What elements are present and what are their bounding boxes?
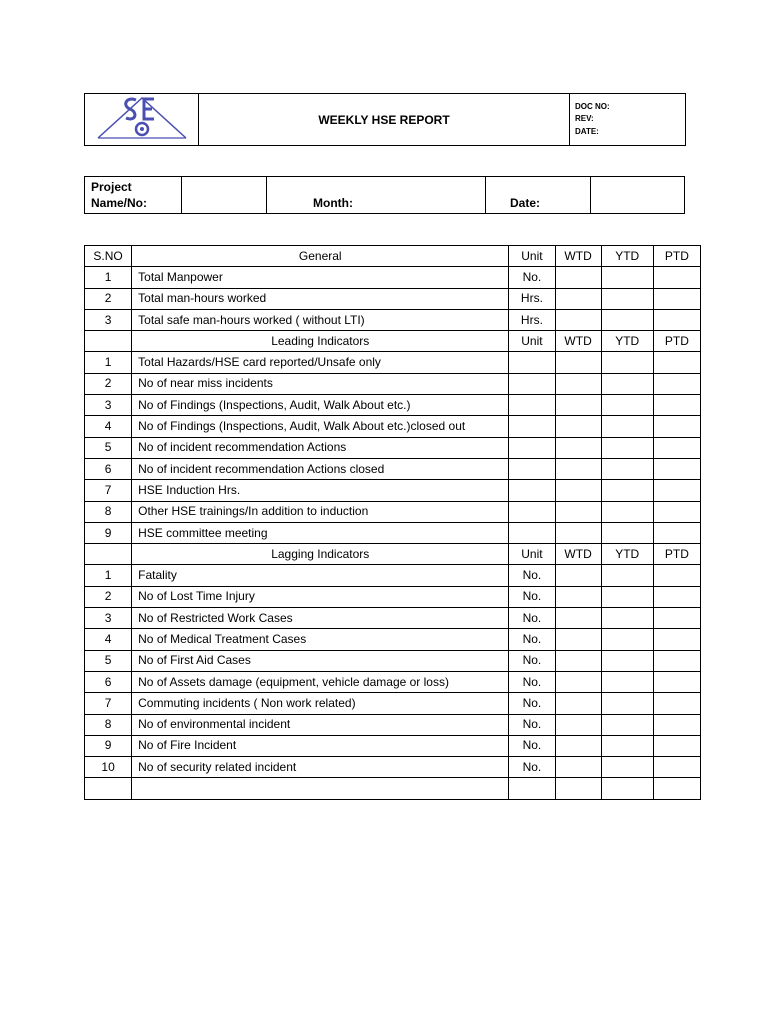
ptd-value-cell[interactable]	[653, 309, 700, 330]
date-field[interactable]	[591, 177, 685, 214]
row-number: 3	[85, 608, 132, 629]
row-unit	[509, 352, 555, 373]
ptd-value-cell[interactable]	[653, 480, 700, 501]
ptd-value-cell[interactable]	[653, 608, 700, 629]
table-row	[85, 480, 701, 501]
row-description: No of Lost Time Injury	[132, 586, 509, 607]
row-description: No of First Aid Cases	[132, 650, 509, 671]
row-unit: Hrs.	[509, 309, 555, 330]
row-number: 4	[85, 629, 132, 650]
ptd-value-cell[interactable]	[653, 693, 700, 714]
empty-cell[interactable]	[85, 778, 132, 799]
table-row	[85, 714, 701, 735]
row-number: 6	[85, 671, 132, 692]
wtd-value-cell[interactable]	[555, 395, 601, 416]
row-number: 5	[85, 650, 132, 671]
row-number: 8	[85, 714, 132, 735]
row-description: Total Hazards/HSE card reported/Unsafe only	[132, 352, 509, 373]
wtd-value-cell[interactable]	[555, 288, 601, 309]
table-row	[85, 757, 701, 778]
wtd-value-cell[interactable]	[555, 629, 601, 650]
ytd-value-cell[interactable]	[601, 416, 653, 437]
table-row	[85, 501, 701, 522]
table-row	[85, 352, 701, 373]
row-description: Total Manpower	[132, 267, 509, 288]
ptd-value-cell[interactable]	[653, 416, 700, 437]
table-row	[85, 458, 701, 479]
ytd-value-cell[interactable]	[601, 735, 653, 756]
wtd-value-cell[interactable]	[555, 671, 601, 692]
row-unit: No.	[509, 629, 555, 650]
row-unit: No.	[509, 693, 555, 714]
ptd-header: PTD	[653, 544, 700, 565]
empty-cell[interactable]	[509, 778, 555, 799]
empty-cell[interactable]	[653, 778, 700, 799]
report-header	[84, 93, 686, 146]
row-number: 7	[85, 480, 132, 501]
row-description: Fatality	[132, 565, 509, 586]
wtd-value-cell[interactable]	[555, 352, 601, 373]
month-label: Month:	[267, 177, 486, 214]
empty-cell[interactable]	[132, 778, 509, 799]
doc-no-label: DOC NO:	[575, 101, 610, 111]
ytd-value-cell[interactable]	[601, 437, 653, 458]
wtd-header: WTD	[555, 331, 601, 352]
date-label-cell: Date:	[486, 177, 591, 214]
row-number: 10	[85, 757, 132, 778]
row-description: No of Findings (Inspections, Audit, Walk About etc.)closed out	[132, 416, 509, 437]
row-number: 9	[85, 735, 132, 756]
ptd-value-cell[interactable]	[653, 735, 700, 756]
row-description: HSE Induction Hrs.	[132, 480, 509, 501]
table-row	[85, 650, 701, 671]
row-unit: No.	[509, 650, 555, 671]
table-row	[85, 671, 701, 692]
ytd-value-cell[interactable]	[601, 629, 653, 650]
rev-label: REV:	[575, 114, 594, 124]
wtd-value-cell[interactable]	[555, 522, 601, 543]
row-description: Total safe man-hours worked ( without LTI)	[132, 309, 509, 330]
row-number: 1	[85, 352, 132, 373]
ptd-value-cell[interactable]	[653, 373, 700, 394]
row-number: 3	[85, 395, 132, 416]
row-number: 2	[85, 586, 132, 607]
row-unit: No.	[509, 671, 555, 692]
row-unit: No.	[509, 586, 555, 607]
row-number: 8	[85, 501, 132, 522]
row-unit	[509, 416, 555, 437]
section-title: Lagging Indicators	[132, 544, 509, 565]
table-row	[85, 629, 701, 650]
row-description: No of Assets damage (equipment, vehicle damage or loss)	[132, 671, 509, 692]
ptd-value-cell[interactable]	[653, 267, 700, 288]
row-unit	[509, 458, 555, 479]
row-description: No of Restricted Work Cases	[132, 608, 509, 629]
wtd-header: WTD	[555, 544, 601, 565]
ytd-value-cell[interactable]	[601, 501, 653, 522]
ytd-value-cell[interactable]	[601, 671, 653, 692]
row-number: 9	[85, 522, 132, 543]
wtd-header: WTD	[555, 246, 601, 267]
date-label: DATE:	[575, 126, 599, 136]
unit-header: Unit	[509, 246, 555, 267]
sno-header	[85, 331, 132, 352]
ptd-value-cell[interactable]	[653, 565, 700, 586]
table-row	[85, 565, 701, 586]
wtd-value-cell[interactable]	[555, 267, 601, 288]
wtd-value-cell[interactable]	[555, 735, 601, 756]
row-description: No of Fire Incident	[132, 735, 509, 756]
sno-header: S.NO	[85, 246, 132, 267]
wtd-value-cell[interactable]	[555, 437, 601, 458]
report-title: WEEKLY HSE REPORT	[199, 94, 570, 146]
ytd-value-cell[interactable]	[601, 352, 653, 373]
row-description: No of environmental incident	[132, 714, 509, 735]
table-row	[85, 416, 701, 437]
row-description: No of security related incident	[132, 757, 509, 778]
ytd-value-cell[interactable]	[601, 586, 653, 607]
doc-info	[570, 94, 686, 146]
ptd-value-cell[interactable]	[653, 586, 700, 607]
row-number: 6	[85, 458, 132, 479]
logo-cell	[85, 94, 199, 146]
ytd-header: YTD	[601, 246, 653, 267]
wtd-value-cell[interactable]	[555, 757, 601, 778]
wtd-value-cell[interactable]	[555, 650, 601, 671]
table-row	[85, 437, 701, 458]
empty-cell[interactable]	[555, 778, 601, 799]
unit-header: Unit	[509, 544, 555, 565]
ytd-value-cell[interactable]	[601, 693, 653, 714]
sno-header	[85, 544, 132, 565]
row-description: No of incident recommendation Actions	[132, 437, 509, 458]
row-unit: No.	[509, 757, 555, 778]
section-header-row	[85, 544, 701, 565]
ytd-value-cell[interactable]	[601, 395, 653, 416]
ptd-header: PTD	[653, 246, 700, 267]
ytd-value-cell[interactable]	[601, 288, 653, 309]
row-number: 5	[85, 437, 132, 458]
table-row	[85, 735, 701, 756]
ptd-value-cell[interactable]	[653, 352, 700, 373]
unit-header: Unit	[509, 331, 555, 352]
wtd-value-cell[interactable]	[555, 693, 601, 714]
wtd-value-cell[interactable]	[555, 480, 601, 501]
ytd-header: YTD	[601, 331, 653, 352]
ytd-value-cell[interactable]	[601, 757, 653, 778]
table-row	[85, 586, 701, 607]
ytd-value-cell[interactable]	[601, 608, 653, 629]
company-logo	[92, 94, 192, 140]
row-description: No of near miss incidents	[132, 373, 509, 394]
row-description: Other HSE trainings/In addition to induction	[132, 501, 509, 522]
ytd-value-cell[interactable]	[601, 267, 653, 288]
ytd-value-cell[interactable]	[601, 650, 653, 671]
row-description: Total man-hours worked	[132, 288, 509, 309]
ytd-value-cell[interactable]	[601, 480, 653, 501]
row-number: 3	[85, 309, 132, 330]
empty-cell[interactable]	[601, 778, 653, 799]
ytd-value-cell[interactable]	[601, 522, 653, 543]
table-row	[85, 309, 701, 330]
row-unit	[509, 395, 555, 416]
table-row	[85, 693, 701, 714]
empty-row	[85, 778, 701, 799]
row-unit: No.	[509, 565, 555, 586]
ptd-value-cell[interactable]	[653, 437, 700, 458]
ytd-value-cell[interactable]	[601, 458, 653, 479]
row-number: 2	[85, 373, 132, 394]
row-description: HSE committee meeting	[132, 522, 509, 543]
table-row	[85, 288, 701, 309]
row-number: 7	[85, 693, 132, 714]
row-unit: No.	[509, 267, 555, 288]
table-row	[85, 373, 701, 394]
ptd-value-cell[interactable]	[653, 395, 700, 416]
row-description: Commuting incidents ( Non work related)	[132, 693, 509, 714]
row-number: 4	[85, 416, 132, 437]
row-unit	[509, 522, 555, 543]
wtd-value-cell[interactable]	[555, 309, 601, 330]
ytd-header: YTD	[601, 544, 653, 565]
ptd-value-cell[interactable]	[653, 522, 700, 543]
ptd-header: PTD	[653, 331, 700, 352]
row-number: 1	[85, 267, 132, 288]
ptd-value-cell[interactable]	[653, 629, 700, 650]
row-unit: No.	[509, 735, 555, 756]
row-unit	[509, 501, 555, 522]
wtd-value-cell[interactable]	[555, 586, 601, 607]
project-name-field[interactable]	[182, 177, 267, 214]
indicators-table-body	[85, 246, 701, 800]
row-unit: No.	[509, 714, 555, 735]
wtd-value-cell[interactable]	[555, 501, 601, 522]
ytd-value-cell[interactable]	[601, 714, 653, 735]
row-number: 1	[85, 565, 132, 586]
wtd-value-cell[interactable]	[555, 714, 601, 735]
ptd-value-cell[interactable]	[653, 288, 700, 309]
row-description: No of Findings (Inspections, Audit, Walk About etc.)	[132, 395, 509, 416]
wtd-value-cell[interactable]	[555, 416, 601, 437]
row-unit	[509, 480, 555, 501]
wtd-value-cell[interactable]	[555, 373, 601, 394]
project-info-table	[84, 176, 685, 214]
section-title: General	[132, 246, 509, 267]
section-header-row	[85, 246, 701, 267]
ptd-value-cell[interactable]	[653, 671, 700, 692]
table-row	[85, 395, 701, 416]
wtd-value-cell[interactable]	[555, 565, 601, 586]
table-row	[85, 608, 701, 629]
ptd-value-cell[interactable]	[653, 650, 700, 671]
wtd-value-cell[interactable]	[555, 458, 601, 479]
row-description: No of incident recommendation Actions closed	[132, 458, 509, 479]
row-unit	[509, 373, 555, 394]
row-unit: No.	[509, 608, 555, 629]
indicators-table	[84, 245, 701, 800]
row-description: No of Medical Treatment Cases	[132, 629, 509, 650]
table-row	[85, 522, 701, 543]
row-unit: Hrs.	[509, 288, 555, 309]
ptd-value-cell[interactable]	[653, 458, 700, 479]
row-unit	[509, 437, 555, 458]
ptd-value-cell[interactable]	[653, 501, 700, 522]
row-number: 2	[85, 288, 132, 309]
section-title: Leading Indicators	[132, 331, 509, 352]
ytd-value-cell[interactable]	[601, 309, 653, 330]
ptd-value-cell[interactable]	[653, 757, 700, 778]
wtd-value-cell[interactable]	[555, 608, 601, 629]
section-header-row	[85, 331, 701, 352]
ptd-value-cell[interactable]	[653, 714, 700, 735]
project-name-label: Project Name/No:	[85, 177, 182, 214]
table-row	[85, 267, 701, 288]
ytd-value-cell[interactable]	[601, 373, 653, 394]
ytd-value-cell[interactable]	[601, 565, 653, 586]
